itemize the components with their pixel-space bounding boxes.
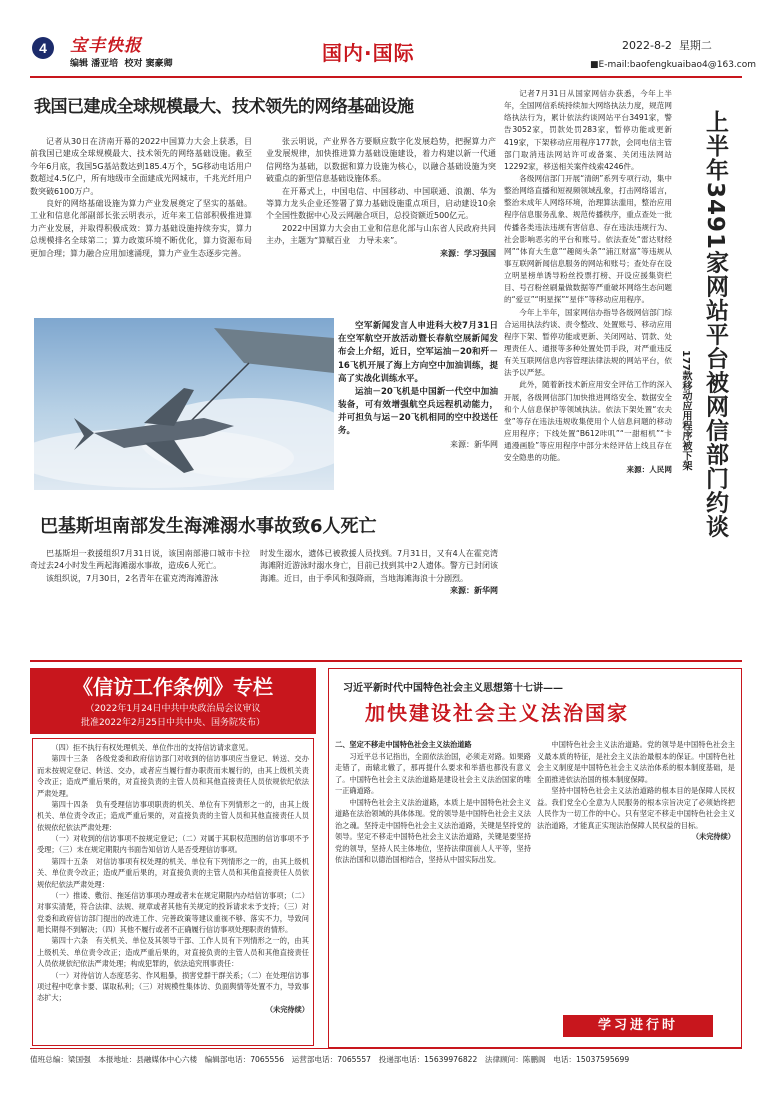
refueling-photo (34, 318, 334, 490)
column-title: 加快建设社会主义法治国家 (365, 701, 629, 725)
paper-name: 宝丰快报 (70, 36, 142, 56)
column-title: 《信访工作条例》专栏 (73, 675, 273, 699)
footer-rule (30, 1048, 742, 1049)
article-title: 巴基斯坦南部发生海滩溺水事故致6人死亡 (40, 516, 377, 537)
masthead (30, 34, 756, 76)
article-title: 我国已建成全球规模最大、技术领先的网络基础设施 (34, 97, 414, 117)
photo-block (34, 318, 498, 490)
article-network-infra (30, 88, 498, 318)
aircraft-illustration (34, 318, 334, 490)
column-left: 巴基斯坦一救援组织7月31日说，该国南部港口城市卡拉奇过去24小时发生两起海滩溺水事故，造成6人死亡。 该组织说，7月30日，2名青年在霍克湾海滩游泳 (30, 549, 250, 583)
issue-date: 2022-8-2 星期二 (622, 39, 712, 52)
editor-line: 编辑 潘亚培 校对 窦豪卿 (70, 59, 173, 69)
section-heading: 二、坚定不移走中国特色社会主义法治道路 (335, 740, 472, 749)
section-title: 国内·国际 (322, 41, 415, 65)
column-right: 张云明说，产业界各方要顺应数字化发展趋势，把握算力产业发展规律，加快推进算力基础设施建设，着力构建以新一代通信网络为基础，以数据和算力设施为核心，以融合基础设施为突破重点的新型信息基础设施体系。 在开幕式上，中国电信、中国移动、中国联通、浪潮、华为等算力龙头企业还签署了算力基础设施重点项目，启动建设10余个全国性数据中心及云网融合项目，总投资额近500亿元。 2022中国算力大会由工业和信息化部与山东省人民政府共同主办，主题为“算赋百业 力导未来”。 来源：学习强国 (266, 136, 496, 260)
email: ■E-mail:baofengkuaibao4@163.com (590, 60, 756, 70)
article-pakistan (30, 500, 498, 650)
continued-label: （未完待续） (265, 1004, 309, 1014)
column-subtitle-1: （2022年1月24日中共中央政治局会议审议 (85, 704, 261, 714)
column-banner (30, 668, 316, 734)
photo-source: 来源：新华网 (450, 439, 498, 449)
petition-column (30, 668, 316, 1048)
article-body: 记者7月31日从国家网信办获悉，今年上半年，全国网信系统持续加大网络执法力度，规范网络执法行为，累计依法约谈网站平台3491家，警告3052家，罚款处罚283家，暂停功能或更新419家，下架移动应用程序177款，会同电信主管部门取消违法网站许可或备案、关闭违法网站12292家，移送相关案件线索4246件。 各级网信部门开展“清朗”系列专项行动，集中整治网络直播和短视频领域乱象，打击网络谣言，整治未成年人网络环境，治理算法滥用，整治应用程序信息服务乱象、规范传播秩序，重点查处一批传播各类违法违规有害信息、存在违法违规行为、社会影响恶劣的平台和账号。依法查处“雷达财经网”“体育大生意”“趣阅头条”“浦江财富”等违规从事互联网新闻信息服务的网站和账号；查处存在设立明星榜单诱导粉丝投票打榜、开设应援集资栏目、号召粉丝刷量做数据等严重破坏网络生态问题的“爱豆”“明星探”“星伴”等移动应用程序。 今年上半年，国家网信办指导各级网信部门综合运用执法约谈、责令整改、处置账号、移动应用程序下架、暂停功能或更新、关闭网站、罚款、处理责任人、通报等多种处置处罚手段，对严重违反有关互联网信息内容管理法律法规的网站平台，依法予以严惩。 此外，随着新技术新应用安全评估工作的深入开展，各级网信部门加快推进网络安全、数据安全和个人信息保护等领域执法。依法下架处置“农夫堂”等存在违法违规收集使用个人信息问题的移动应用程序；下线处置“B612咔叽”“一甜相机”“卡通漫画脸”等应用程序中部分未经评估上线且存在安全隐患的功能。 来源：人民网 (504, 88, 672, 477)
footer-info: 值班总编：梁国强 本报地址：县融媒体中心六楼 编辑部电话：7065556 运营部电话：7065557 投递部电话：15639976822 法律顾问：陈鹏阁 电话：15037595699 (30, 1055, 630, 1064)
page-number: 4 (32, 37, 54, 59)
vertical-headline: 上半年3491家网站平台被网信部门约谈 (702, 110, 728, 539)
photo-caption: 空军新闻发言人申进科大校7月31日在空军航空开放活动暨长春航空展新闻发布会上介绍，近日，空军运油－20和歼－16飞机开展了海上方向空中加油训练，提高了实战化训练水平。 运油－20飞机是中国新一代空中加油装备，可有效增强航空兵远程机动能力，并可担负与运－20飞机相同的空中投送任务。 来源：新华网 (338, 320, 498, 451)
column-body: （四）拒不执行有权处理机关、单位作出的支持信访请求意见。 第四十三条 各级党委和政府信访部门对收到的信访事项应当登记、转送、交办而未按规定登记、转送、交办，或者应当履行督办职责而未履行的，由其上级机关责令改正；造成严重后果的，对直接负责的主管人员和其他直接责任人员依规依纪依法严肃处理。 第四十四条 负有受理信访事项职责的机关、单位有下列情形之一的，由其上级机关、单位责令改正；造成严重后果的，对直接负责的主管人员和其他直接责任人员依规依纪依法严肃处理： （一）对收到的信访事项不按规定登记；（二）对属于其职权范围的信访事项不予受理；（三）未在规定期限内书面告知信访人是否受理信访事项。 第四十五条 对信访事项有权处理的机关、单位有下列情形之一的，由其上级机关、单位责令改正；造成严重后果的，对直接负责的主管人员和其他直接责任人员依规依纪依法严肃处理： （一）推诿、敷衍、拖延信访事项办理或者未在规定期限内办结信访事项；（二）对事实清楚，符合法律、法规、规章或者其他有关规定的投诉请求未予支持；（三）对党委和政府信访部门提出的改进工作、完善政策等建议重视不够、落实不力，导致问题长期得不到解决；（四）其他不履行或者不正确履行信访事项处理职责的情形。 第四十六条 有关机关、单位及其领导干部、工作人员有下列情形之一的，由其上级机关、单位责令改正；造成严重后果的，对直接负责的主管人员和其他直接责任人员依规依纪依法严肃处理；构成犯罪的，依法追究刑事责任： （一）对待信访人态度恶劣、作风粗暴，损害党群干群关系；（二）在处理信访事项过程中吃拿卡要、谋取私利；（三）对规模性集体访、负面舆情等处置不力，导致事态扩大； （未完待续） (32, 738, 314, 1046)
source-label: 来源：学习强国 (440, 248, 496, 258)
kicker: 习近平新时代中国特色社会主义思想第十七讲—— (343, 683, 563, 694)
vertical-subtitle: 177款移动应用程序被下架 (680, 350, 691, 471)
section-rule (30, 660, 742, 662)
column-left: 记者从30日在济南开幕的2022中国算力大会上获悉，目前我国已建成全球规模最大、技术领先的网络基础设施。截至今年6月底，我国5G基站数达到185.4万个，5G移动电话用户数超过4.5亿户，所有地级市全面建成光网城市，千兆光纤用户数突破6100万户。 良好的网络基础设施为算力产业发展奠定了坚实的基础。工业和信息化部副部长张云明表示，近年来工信部积极推进算力产业发展，并取得积极成效：算力基础设施持续夯实，算力总规模排名全球第二；算力政策环境不断优化，算力资源布局更加合理；算力融合应用加速涌现，算力产业生态逐步完善。 (30, 137, 252, 258)
column-subtitle-2: 批准2022年2月25日中共中央、国务院发布） (80, 718, 266, 728)
article-website-interview (498, 82, 752, 652)
header-rule (30, 76, 742, 78)
column-right: 时发生溺水，遗体已被救援人员找到。7月31日，又有4人在霍克湾海滩附近游泳时溺水身亡，目前已找到其中2人遗体。警方已封闭该海滩。近日，由于季风和强降雨，当地海滩海浪十分剧烈。 来源：新华网 (260, 548, 498, 598)
source-label: 来源：新华网 (450, 586, 498, 596)
continued-label: （未完待续） (691, 832, 735, 842)
source-label: 来源：人民网 (626, 465, 672, 475)
column-right: 中国特色社会主义法治道路。党的领导是中国特色社会主义最本质的特征，是社会主义法治最根本的保证。中国特色社会主义制度是中国特色社会主义法治体系的根本制度基础，是全面推进依法治国的根本制度保障。 坚持中国特色社会主义法治道路的根本目的是保障人民权益。我们党全心全意为人民服务的根本宗旨决定了必须始终把人民作为一切工作的中心。只有坚定不移走中国特色社会主义法治道路，才能真正实现法治保障人民权益的目标。 （未完待续） (537, 740, 735, 842)
study-banner: 学习进行时 (563, 1015, 713, 1037)
column-left: 二、坚定不移走中国特色社会主义法治道路 习近平总书记指出，全面依法治国，必须走对路。如果路走错了，南辕北辙了，那再提什么要求和举措也都没有意义了。中国特色社会主义法治道路是建设社会主义法治国家的唯一正确道路。 中国特色社会主义法治道路，本质上是中国特色社会主义道路在法治领域的具体体现。党的领导是中国特色社会主义法治之魂。坚持走中国特色社会主义法治道路，关键是坚持党的领导。坚定不移走中国特色社会主义法治道路，关键是要坚持党的领导，坚持人民主体地位，坚持法律面前人人平等，坚持依法治国和以德治国相结合，坚持从中国实际出发。 (335, 740, 531, 865)
rule-of-law-column (328, 668, 742, 1048)
